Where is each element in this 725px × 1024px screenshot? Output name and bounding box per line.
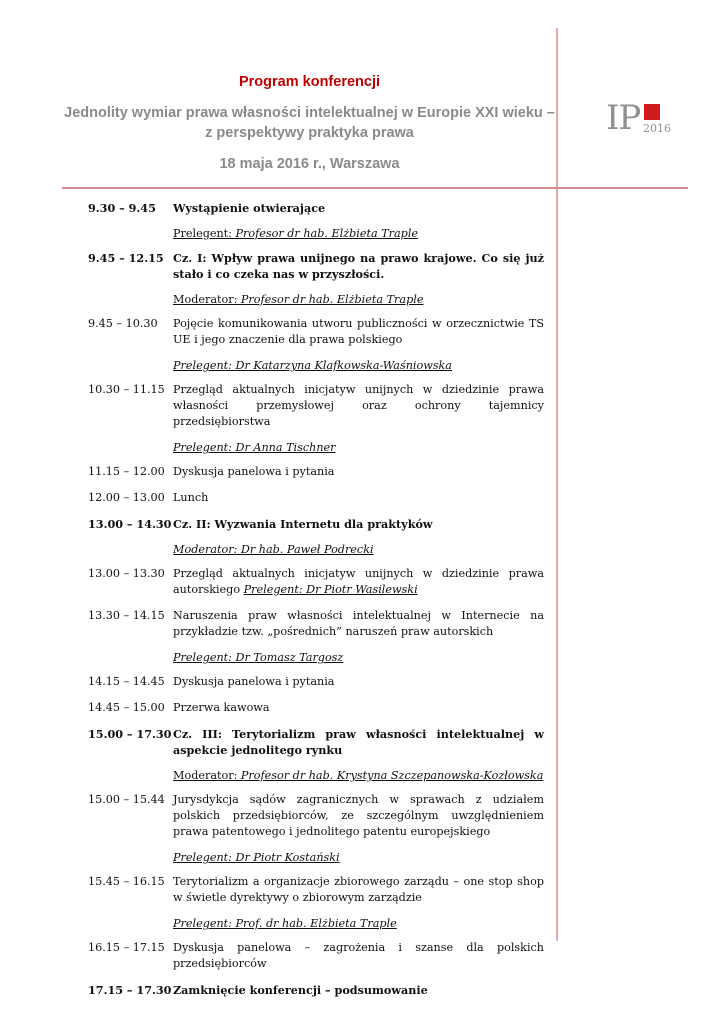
item-title: Wystąpienie otwierające xyxy=(173,201,326,215)
subtitle-line-1: Jednolity wymiar prawa własności intelektualnej w Europie XXI wieku – xyxy=(64,105,555,121)
program-item xyxy=(88,200,544,216)
program-item xyxy=(88,608,544,640)
item-time: 11.15 – 12.00 xyxy=(88,465,165,478)
item-time: 15.00 – 17.30 xyxy=(88,727,172,741)
program-item xyxy=(88,250,544,282)
item-time: 14.15 – 14.45 xyxy=(88,675,165,688)
program-item xyxy=(88,700,544,716)
item-title: Naruszenia praw własności intelektualnej w Internecie na przykładzie tzw. „pośrednich” naruszeń praw autorskich xyxy=(173,609,544,638)
conference-subtitle xyxy=(62,103,557,143)
item-title: Pojęcie komunikowania utworu publiczności w orzecznictwie TS UE i jego znaczenie dla prawa polskiego xyxy=(173,317,544,346)
conference-date: 18 maja 2016 r., Warszawa xyxy=(219,156,400,172)
program-item xyxy=(88,566,544,598)
speaker-role: Prelegent: xyxy=(173,227,236,240)
program-list xyxy=(88,200,544,1008)
program-item xyxy=(88,382,544,430)
ip2016-logo xyxy=(606,98,671,142)
speaker-line xyxy=(173,226,544,242)
program-item xyxy=(88,516,544,532)
speaker-line: Prelegent: Dr Piotr Kostański xyxy=(173,851,340,864)
document-header xyxy=(62,74,557,172)
logo-red-square xyxy=(644,104,660,120)
item-time: 13.30 – 14.15 xyxy=(88,609,165,622)
speaker-line: Moderator: Dr hab. Paweł Podrecki xyxy=(173,543,374,556)
item-time: 15.00 – 15.44 xyxy=(88,793,165,806)
horizontal-rule xyxy=(62,187,688,189)
item-title: Cz. I: Wpływ prawa unijnego na prawo krajowe. Co się już stało i co czeka nas w przyszłości. xyxy=(173,251,544,281)
item-title: Jurysdykcja sądów zagranicznych w sprawach z udziałem polskich przedsiębiorców, ze szczególnym uwzględnieniem prawa patentowego i jednolitego patentu europejskiego xyxy=(173,793,544,838)
program-item xyxy=(88,874,544,906)
speaker-line: Prelegent: Dr Anna Tischner xyxy=(173,441,336,454)
item-time: 17.15 – 17.30 xyxy=(88,983,172,997)
item-time: 10.30 – 11.15 xyxy=(88,383,165,396)
speaker-line: Prelegent: Dr Piotr Wasilewski xyxy=(243,583,418,596)
item-title: Zamknięcie konferencji – podsumowanie xyxy=(173,983,428,997)
page-title: Program konferencji xyxy=(238,74,380,90)
speaker-name: Profesor dr hab. Elżbieta Traple xyxy=(240,293,424,306)
speaker-line: Prelegent: Prof. dr hab. Elżbieta Traple xyxy=(173,917,397,930)
item-time: 12.00 – 13.00 xyxy=(88,491,165,504)
program-item xyxy=(88,792,544,840)
item-title: Cz. III: Terytorializm praw własności intelektualnej w aspekcie jednolitego rynku xyxy=(173,727,544,757)
logo-year: 2016 xyxy=(643,122,671,135)
item-title: Dyskusja panelowa – zagrożenia i szanse dla polskich przedsiębiorców xyxy=(173,941,544,970)
program-item xyxy=(88,674,544,690)
item-title: Przegląd aktualnych inicjatyw unijnych w dziedzinie prawa własności przemysłowej oraz ochrony tajemnicy przedsiębiorstwa xyxy=(173,383,544,428)
item-title-text: Przegląd aktualnych inicjatyw unijnych w dziedzinie prawa autorskiego xyxy=(173,567,544,596)
item-time: 9.30 – 9.45 xyxy=(88,201,156,215)
item-title: Lunch xyxy=(173,491,209,504)
program-item xyxy=(88,490,544,506)
logo-text: IP xyxy=(606,98,641,138)
item-time: 13.00 – 14.30 xyxy=(88,517,172,531)
speaker-role: Moderator: xyxy=(173,769,241,782)
speaker-name: Profesor dr hab. Elżbieta Traple xyxy=(235,227,419,240)
item-time: 13.00 – 13.30 xyxy=(88,567,165,580)
item-time: 9.45 – 10.30 xyxy=(88,317,158,330)
item-title: Terytorializm a organizacje zbiorowego zarządu – one stop shop w świetle dyrektywy o zbiorowym zarządzie xyxy=(173,875,544,904)
item-time: 9.45 – 12.15 xyxy=(88,251,164,265)
speaker-name: Profesor dr hab. Krystyna Szczepanowska-Kozłowska xyxy=(240,769,544,782)
item-time: 15.45 – 16.15 xyxy=(88,875,165,888)
program-item xyxy=(88,982,544,998)
speaker-line: Prelegent: Dr Tomasz Targosz xyxy=(173,651,344,664)
speaker-line xyxy=(173,292,544,308)
speaker-line xyxy=(173,768,544,784)
program-item xyxy=(88,726,544,758)
program-item xyxy=(88,316,544,348)
program-item xyxy=(88,464,544,480)
item-title: Dyskusja panelowa i pytania xyxy=(173,465,335,478)
speaker-line: Prelegent: Dr Katarzyna Klafkowska-Waśniowska xyxy=(173,359,452,372)
item-time: 14.45 – 15.00 xyxy=(88,701,165,714)
item-title xyxy=(173,566,544,598)
program-item xyxy=(88,940,544,972)
item-time: 16.15 – 17.15 xyxy=(88,941,165,954)
item-title: Cz. II: Wyzwania Internetu dla praktyków xyxy=(173,517,433,531)
item-title: Dyskusja panelowa i pytania xyxy=(173,675,335,688)
speaker-role: Moderator: xyxy=(173,293,241,306)
item-title: Przerwa kawowa xyxy=(173,701,270,714)
subtitle-line-2: z perspektywy praktyka prawa xyxy=(205,125,414,141)
